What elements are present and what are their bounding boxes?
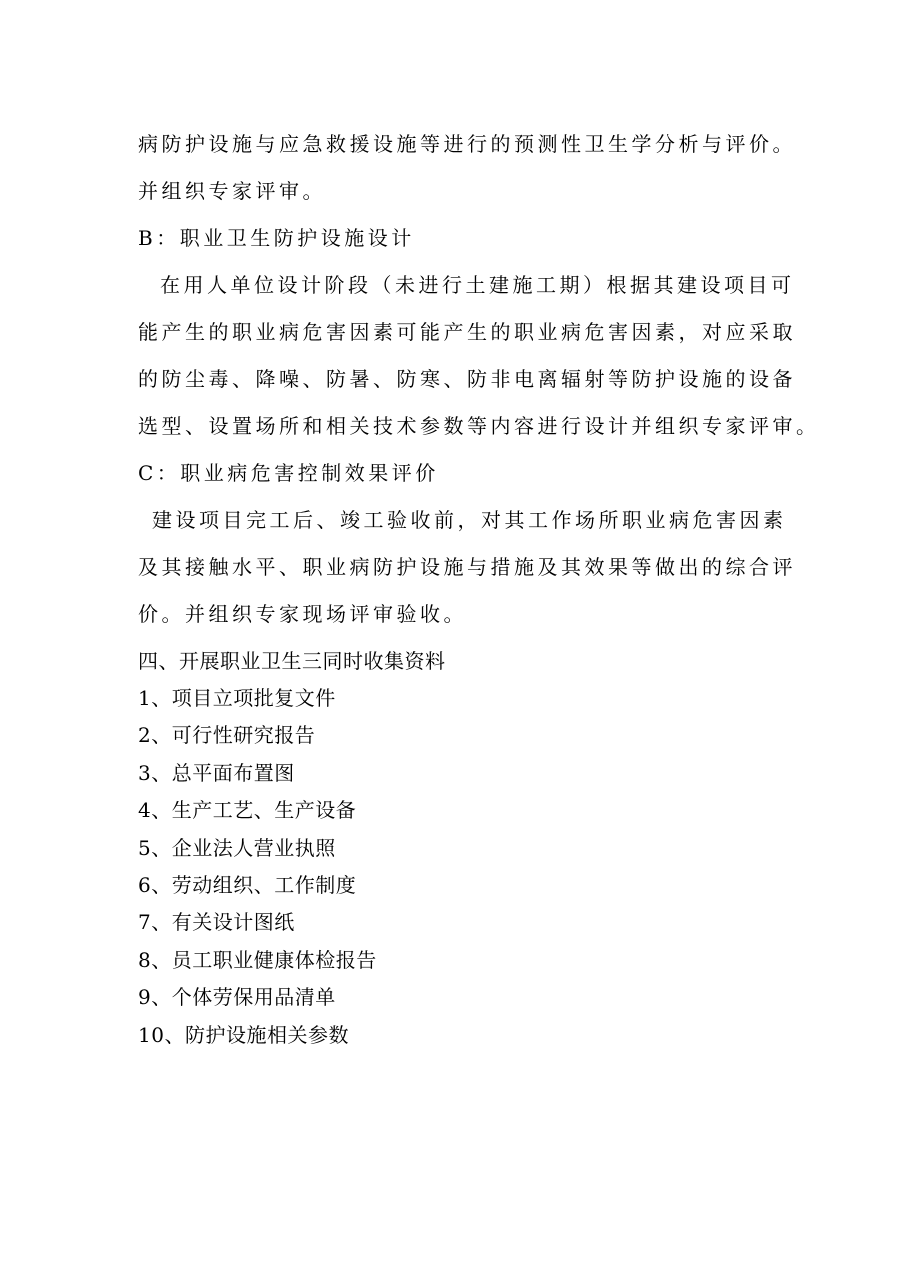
c-paragraph-line-2: 及其接触水平、职业病防护设施与措施及其效果等做出的综合评 xyxy=(138,555,796,579)
b-paragraph-line-4: 选型、设置场所和相关技术参数等内容进行设计并组织专家评审。 xyxy=(138,414,820,438)
c-paragraph-line-3: 价。并组织专家现场评审验收。 xyxy=(138,602,467,626)
section-four-title: 四、开展职业卫生三同时收集资料 xyxy=(138,649,446,673)
heading-b: B：职业卫生防护设施设计 xyxy=(138,226,415,250)
list-item: 9、个体劳保用品清单 xyxy=(138,985,336,1010)
list-item: 6、劳动组织、工作制度 xyxy=(138,872,357,897)
materials-list xyxy=(138,680,778,1054)
list-item: 1、项目立项批复文件 xyxy=(138,686,336,710)
list-item: 8、员工职业健康体检报告 xyxy=(138,947,377,972)
list-item: 4、生产工艺、生产设备 xyxy=(138,798,357,823)
list-item: 3、总平面布置图 xyxy=(138,760,295,785)
b-paragraph-line-1: 在用人单位设计阶段（未进行土建施工期）根据其建设项目可 xyxy=(160,273,795,297)
list-item: 5、企业法人营业执照 xyxy=(138,835,336,860)
document-body xyxy=(138,126,820,1054)
list-item: 2、可行性研究报告 xyxy=(138,723,316,748)
heading-c: C：职业病危害控制效果评价 xyxy=(138,461,439,485)
list-item: 10、防护设施相关参数 xyxy=(138,1022,349,1047)
b-paragraph-line-3: 的防尘毒、降噪、防暑、防寒、防非电离辐射等防护设施的设备 xyxy=(138,367,796,391)
list-item: 7、有关设计图纸 xyxy=(138,910,295,935)
intro-line-1: 病防护设施与应急救援设施等进行的预测性卫生学分析与评价。 xyxy=(138,132,796,156)
intro-line-2: 并组织专家评审。 xyxy=(138,179,326,203)
c-paragraph-line-1: 建设项目完工后、竣工验收前，对其工作场所职业病危害因素 xyxy=(152,508,787,532)
b-paragraph-line-2: 能产生的职业病危害因素可能产生的职业病危害因素，对应采取 xyxy=(138,320,796,344)
